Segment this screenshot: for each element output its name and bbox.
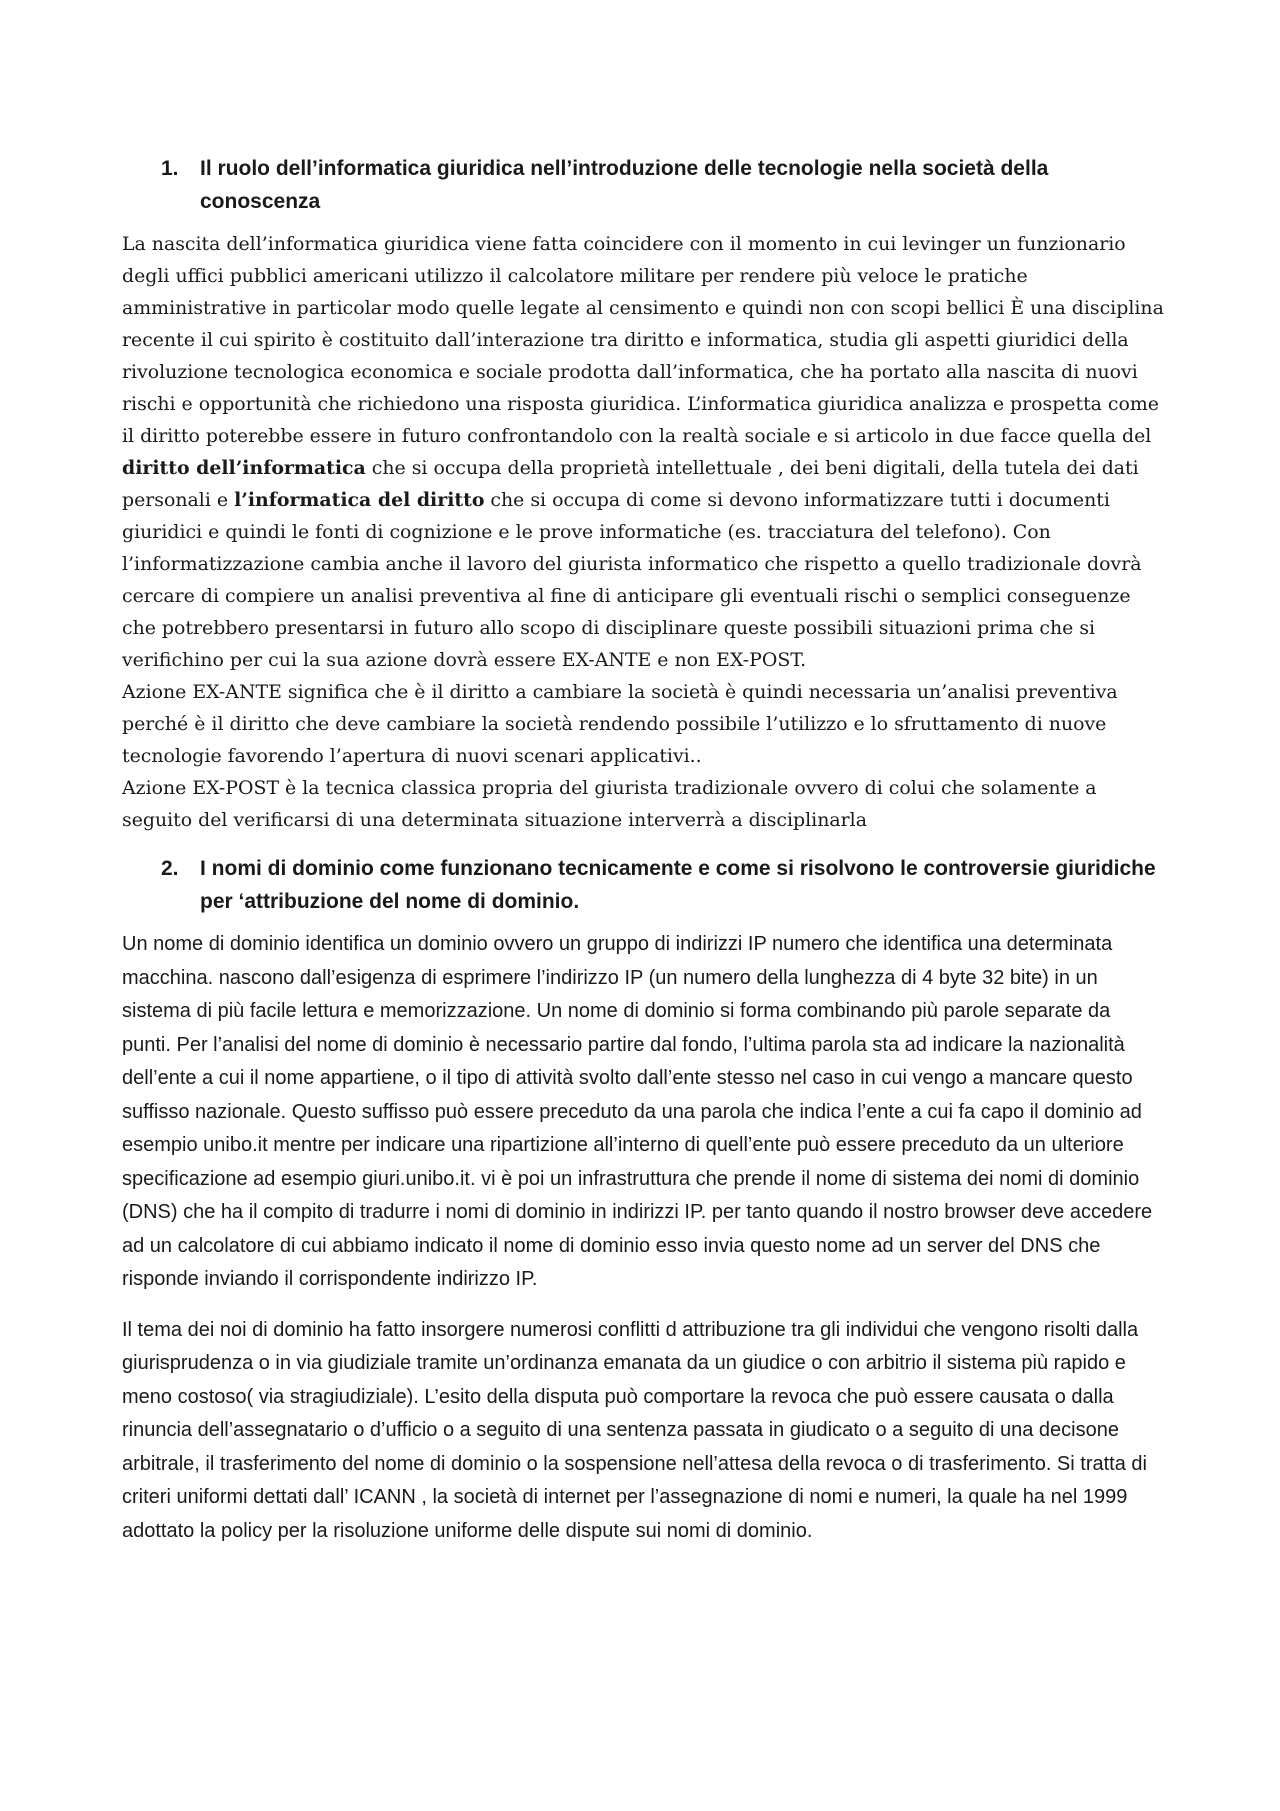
section-2-paragraph-2: Il tema dei noi di dominio ha fatto insorgere numerosi conflitti d attribuzione tra gli individui che vengono risolti dalla giurisprudenza o in via giudiziale tramite un’ordinanza emanata da un giudice o con arbitrio il sistema più rapido e meno costoso( via stragiudiziale). L’esito della disputa può comportare la revoca che può essere causata o dalla rinuncia dell’assegnatario o d’ufficio o a seguito di una sentenza passata in giudicato o a seguito di una decisone arbitrale, il trasferimento del nome di dominio o la sospensione nell’attesa della revoca o di trasferimento. Si tratta di criteri uniformi dettati dall’ ICANN , la società di internet per l’assegnazione di nomi e numeri, la quale ha nel 1999 adottato la policy per la risoluzione uniforme delle dispute sui nomi di dominio. [122,1318,1147,1542]
section-1-body [122,228,1164,836]
section-1-number: 1. [161,157,179,180]
section-2-body [122,928,1164,1548]
section-1-paragraph-1 [122,228,1164,676]
spacer [122,1297,1164,1314]
section-2-title: I nomi di dominio come funzionano tecnicamente e come si risolvono le controversie giuridiche per ‘attribuzione del nome di dominio. [200,857,1156,913]
section-1-paragraph-1-part-2: che si occupa della proprietà intellettuale , dei beni digitali, della tutela dei dati personali e [122,457,1139,511]
bold-term-informatica-diritto: l’informatica del diritto [234,489,485,511]
section-2-heading [122,852,1164,918]
section-1-paragraph-2: Azione EX-ANTE significa che è il diritto a cambiare la società è quindi necessaria un’analisi preventiva perché è il diritto che deve cambiare la società rendendo possibile l’utilizzo e lo sfruttamento di nuove tecnologie favorendo l’apertura di nuovi scenari applicativi.. [122,681,1118,767]
bold-term-diritto-informatica: diritto dell’informatica [122,457,366,479]
section-1-paragraph-1-part-1: La nascita dell’informatica giuridica viene fatta coincidere con il momento in cui levinger un funzionario degli uffici pubblici americani utilizzo il calcolatore militare per rendere più veloce le pratiche amministrative in particolar modo quelle legate al censimento e quindi non con scopi bellici È una disciplina recente il cui spirito è costituito dall’interazione tra diritto e informatica, studia gli aspetti giuridici della rivoluzione tecnologica economica e sociale prodotta dall’informatica, che ha portato alla nascita di nuovi rischi e opportunità che richiedono una risposta giuridica. L’informatica giuridica analizza e prospetta come il diritto poterebbe essere in futuro confrontandolo con la realtà sociale e si articolo in due facce quella del [122,233,1164,447]
section-1-title: Il ruolo dell’informatica giuridica nell’introduzione delle tecnologie nella società della conoscenza [200,157,1049,213]
section-1-paragraph-1-part-3: che si occupa di come si devono informatizzare tutti i documenti giuridici e quindi le fonti di cognizione e le prove informatiche (es. tracciatura del telefono). Con l’informatizzazione cambia anche il lavoro del giurista informatico che rispetto a quello tradizionale dovrà cercare di compiere un analisi preventiva al fine di anticipare gli eventuali rischi o semplici conseguenze che potrebbero presentarsi in futuro allo scopo di disciplinare queste possibili situazioni prima che si verifichino per cui la sua azione dovrà essere EX-ANTE e non EX-POST. [122,489,1142,671]
section-2-number: 2. [161,857,179,880]
spacer [122,836,1164,852]
section-2-paragraph-1: Un nome di dominio identifica un dominio ovvero un gruppo di indirizzi IP numero che identifica una determinata macchina. nascono dall’esigenza di esprimere l’indirizzo IP (un numero della lunghezza di 4 byte 32 bite) in un sistema di più facile lettura e memorizzazione. Un nome di dominio si forma combinando più parole separate da punti. Per l’analisi del nome di dominio è necessario partire dal fondo, l’ultima parola sta ad indicare la nazionalità dell’ente a cui il nome appartiene, o il tipo di attività svolto dall’ente stesso nel caso in cui vengo a mancare questo suffisso nazionale. Questo suffisso può essere preceduto da una parola che indica l’ente a cui fa capo il dominio ad esempio unibo.it mentre per indicare una ripartizione all’interno di quell’ente può essere preceduto da un ulteriore specificazione ad esempio giuri.unibo.it. vi è poi un infrastruttura che prende il nome di sistema dei nomi di dominio (DNS) che ha il compito di tradurre i nomi di dominio in indirizzi IP. per tanto quando il nostro browser deve accedere ad un calcolatore di cui abbiamo indicato il nome di dominio esso invia questo nome ad un server del DNS che risponde inviando il corrispondente indirizzo IP. [122,933,1153,1290]
section-1-paragraph-3: Azione EX-POST è la tecnica classica propria del giurista tradizionale ovvero di colui che solamente a seguito del verificarsi di una determinata situazione interverrà a disciplinarla [122,777,1097,831]
section-1-heading [122,152,1164,218]
